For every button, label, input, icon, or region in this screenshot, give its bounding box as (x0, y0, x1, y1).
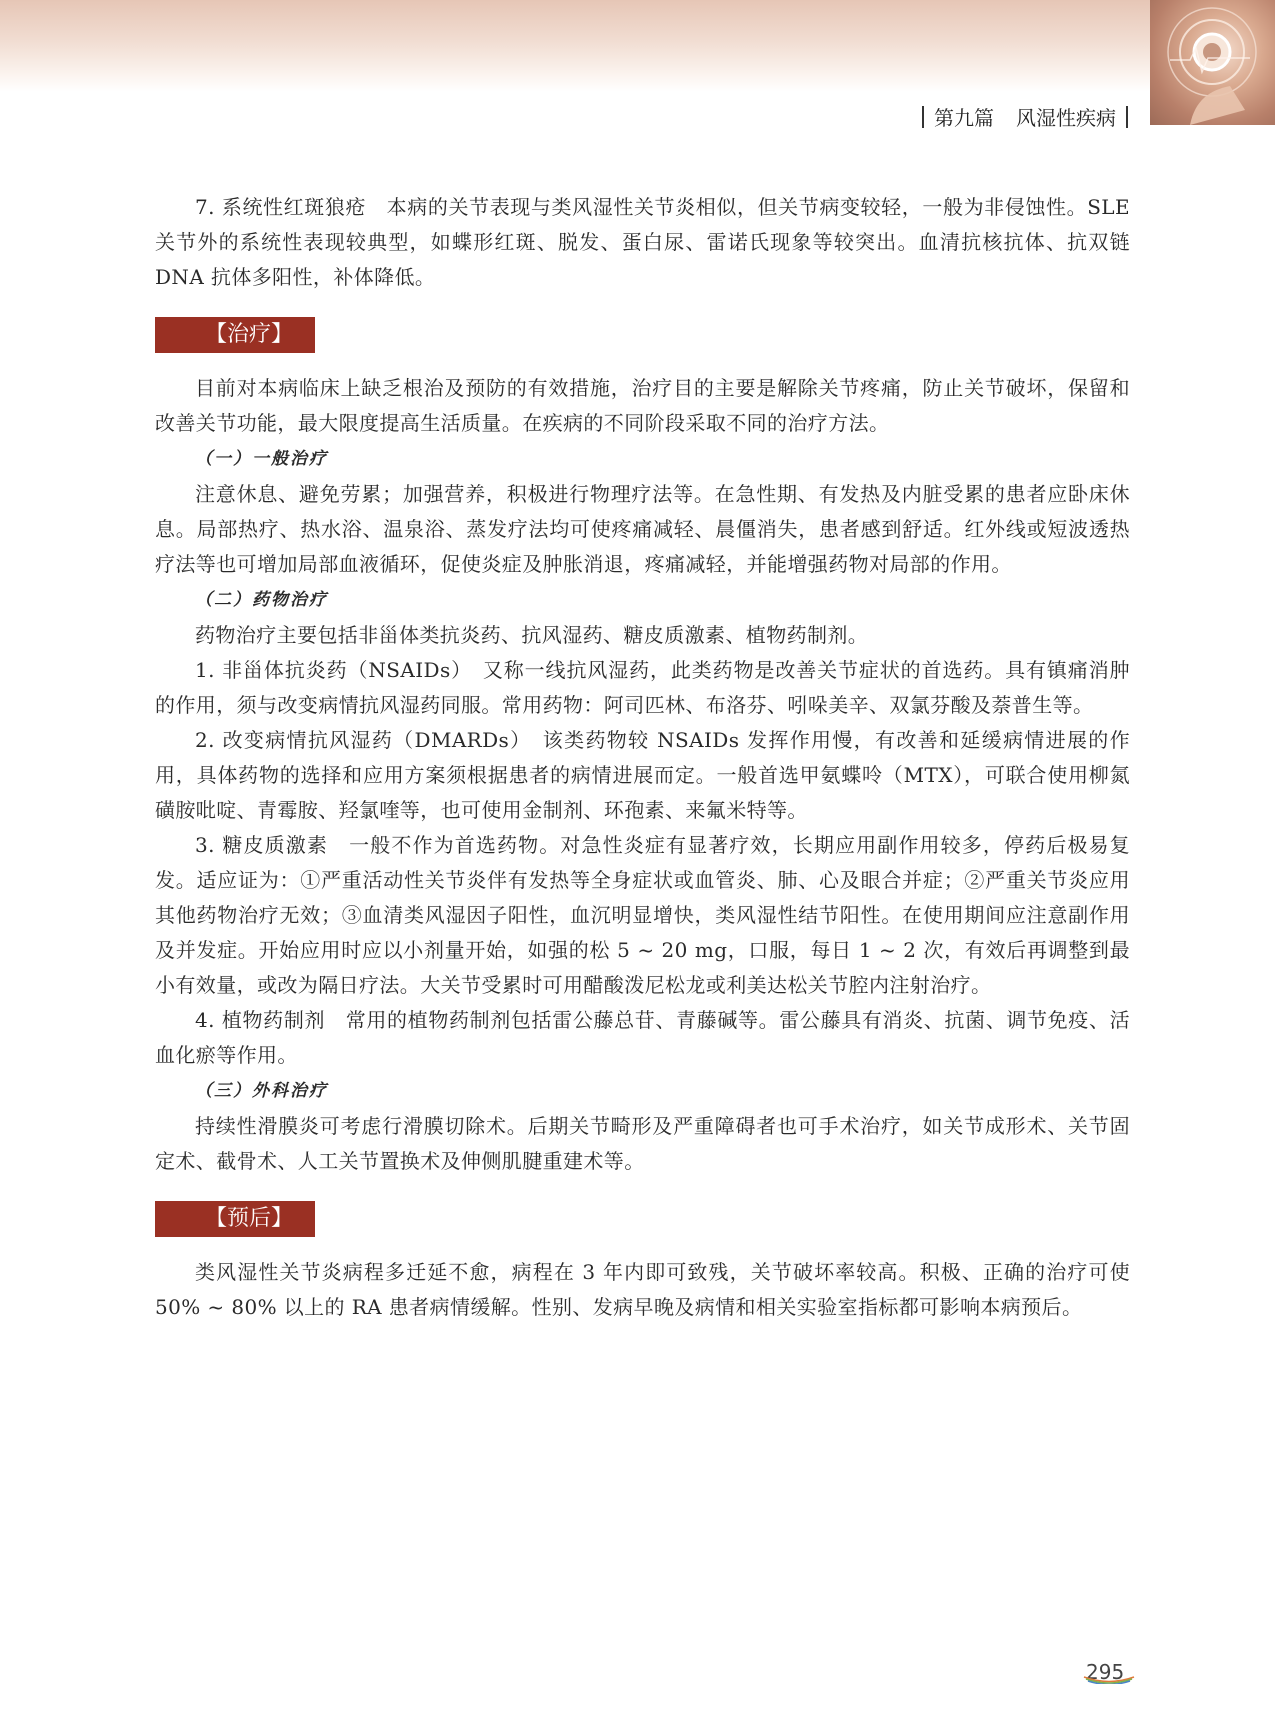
paragraph-prognosis: 类风湿性关节炎病程多迁延不愈，病程在 3 年内即可致残，关节破坏率较高。积极、正确的治疗可使 50% ~ 80% 以上的 RA 患者病情缓解。性别、发病早晚及病情和相关实验室指标都可影响本病预后。 (155, 1260, 1130, 1319)
page-number-text: 295 (1086, 1660, 1125, 1684)
spacer (155, 1179, 1130, 1201)
subheading-drug: （二）药物治疗 (195, 590, 328, 610)
paragraph-general: 注意休息、避免劳累；加强营养，积极进行物理疗法等。在急性期、有发热及内脏受累的患者应卧床休息。局部热疗、热水浴、温泉浴、蒸发疗法均可使疼痛减轻、晨僵消失，患者感到舒适。红外线或短波透热疗法等也可增加局部血液循环，促使炎症及肿胀消退，疼痛减轻，并能增强药物对局部的作用。 (155, 482, 1130, 576)
subheading-surgery: （三）外科治疗 (195, 1081, 328, 1101)
header-band (0, 0, 1275, 92)
spacer (155, 1237, 1130, 1255)
section-heading-prognosis: 【预后】 (155, 1201, 315, 1237)
divider (922, 106, 924, 128)
running-head (912, 102, 1138, 131)
page-number (1086, 1660, 1124, 1684)
paragraph-drug-1: 1. 非甾体抗炎药（NSAIDs） 又称一线抗风湿药，此类药物是改善关节症状的首选药。具有镇痛消肿的作用，须与改变病情抗风湿药同服。常用药物：阿司匹林、布洛芬、吲哚美辛、双氯芬酸及萘普生等。 (155, 658, 1130, 717)
paragraph-drug-2: 2. 改变病情抗风湿药（DMARDs） 该类药物较 NSAIDs 发挥作用慢，有改善和延缓病情进展的作用，具体药物的选择和应用方案须根据患者的病情进展而定。一般首选甲氨蝶呤（MTX），可联合使用柳氮磺胺吡啶、青霉胺、羟氯喹等，也可使用金制剂、环孢素、来氟米特等。 (155, 728, 1130, 822)
page-body (155, 190, 1130, 1325)
paragraph-sle: 7. 系统性红斑狼疮 本病的关节表现与类风湿性关节炎相似，但关节病变较轻，一般为非侵蚀性。SLE 关节外的系统性表现较典型，如蝶形红斑、脱发、蛋白尿、雷诺氏现象等较突出。血清抗核抗体、抗双链 DNA 抗体多阳性，补体降低。 (155, 195, 1130, 289)
spacer (155, 295, 1130, 317)
rainbow-arc-icon (1082, 1674, 1136, 1684)
divider (1126, 106, 1128, 128)
chapter-title: 风湿性疾病 (1016, 106, 1116, 130)
subheading-general: （一）一般治疗 (195, 449, 328, 469)
paragraph-drug-4: 4. 植物药制剂 常用的植物药制剂包括雷公藤总苷、青藤碱等。雷公藤具有消炎、抗菌、调节免疫、活血化瘀等作用。 (155, 1008, 1130, 1067)
paragraph-treatment-intro: 目前对本病临床上缺乏根治及预防的有效措施，治疗目的主要是解除关节疼痛，防止关节破坏，保留和改善关节功能，最大限度提高生活质量。在疾病的不同阶段采取不同的治疗方法。 (155, 376, 1130, 435)
paragraph-drug-3: 3. 糖皮质激素 一般不作为首选药物。对急性炎症有显著疗效，长期应用副作用较多，停药后极易复发。适应证为：①严重活动性关节炎伴有发热等全身症状或血管炎、肺、心及眼合并症；②严重关节炎应用其他药物治疗无效；③血清类风湿因子阳性，血沉明显增快，类风湿性结节阳性。在使用期间应注意副作用及并发症。开始应用时应以小剂量开始，如强的松 5 ~ 20 mg，口服，每日 1 ~ 2 次，有效后再调整到最小有效量，或改为隔日疗法。大关节受累时可用醋酸泼尼松龙或利美达松关节腔内注射治疗。 (155, 833, 1130, 997)
stethoscope-photo-icon (1150, 0, 1275, 125)
spacer (155, 353, 1130, 371)
section-heading-treatment: 【治疗】 (155, 317, 315, 353)
part-label: 第九篇 (934, 106, 994, 130)
paragraph-surgery: 持续性滑膜炎可考虑行滑膜切除术。后期关节畸形及严重障碍者也可手术治疗，如关节成形术、关节固定术、截骨术、人工关节置换术及伸侧肌腱重建术等。 (155, 1114, 1130, 1173)
paragraph-drug-intro: 药物治疗主要包括非甾体类抗炎药、抗风湿药、糖皮质激素、植物药制剂。 (195, 623, 869, 647)
